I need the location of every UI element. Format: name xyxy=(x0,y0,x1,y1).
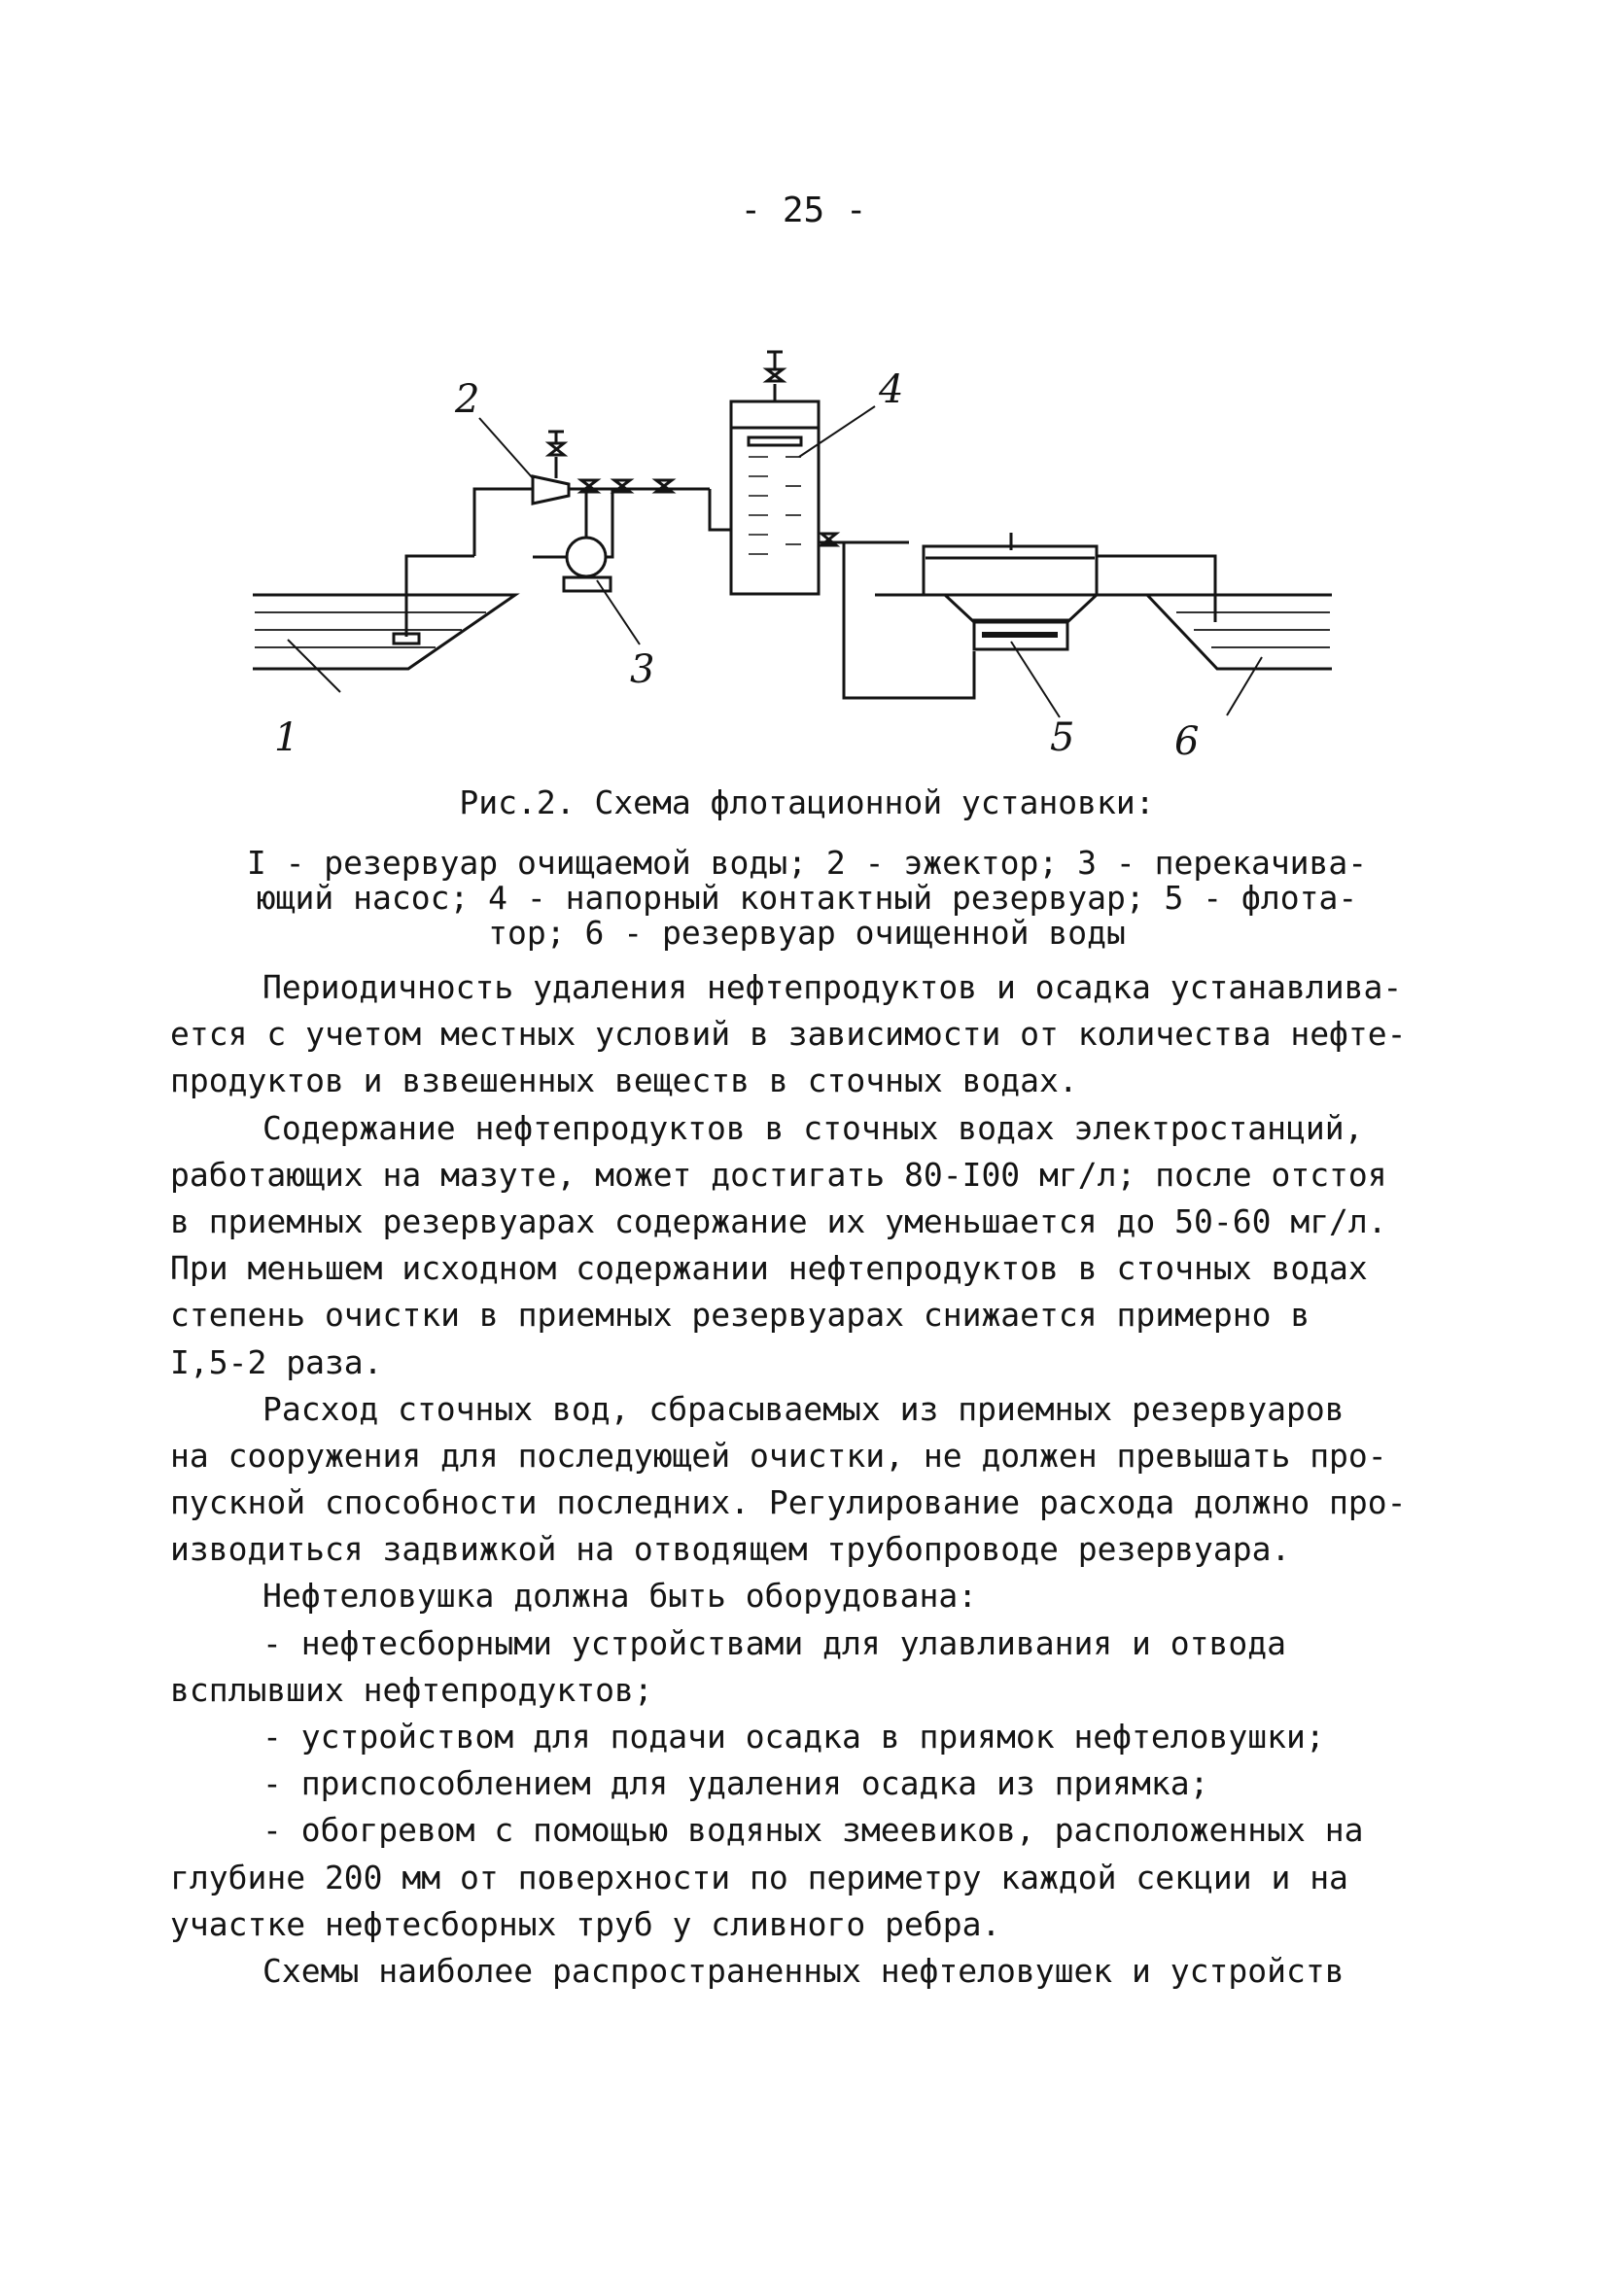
text-line: работающих на мазуте, может достигать 80-I00 мг/л; после отстоя xyxy=(170,1155,1387,1194)
label-6: 6 xyxy=(1174,719,1200,764)
label-2: 2 xyxy=(455,377,480,422)
text-line: - обогревом с помощью водяных змеевиков, расположенных на xyxy=(262,1811,1364,1850)
text-line: изводиться задвижкой на отводящем трубопроводе резервуара. xyxy=(170,1530,1291,1569)
flotation-scheme-figure xyxy=(233,330,1361,778)
label-5: 5 xyxy=(1050,715,1075,760)
caption-line: I - резервуар очищаемой воды; 2 - эжектор; 3 - перекачива- xyxy=(246,844,1368,882)
ejector-2 xyxy=(533,476,569,504)
suction-pipe xyxy=(474,489,533,556)
pump-3 xyxy=(567,538,606,576)
intake-strainer xyxy=(394,634,419,644)
text-line: - приспособлением для удаления осадка из приямка; xyxy=(262,1764,1209,1803)
text-line: - нефтесборными устройствами для улавливания и отвода xyxy=(262,1623,1286,1662)
caption-line: ющий насос; 4 - напорный контактный резервуар; 5 - флота- xyxy=(256,879,1358,917)
figure-caption-title: Рис.2. Схема флотационной установки: xyxy=(459,783,1155,821)
text-line: на сооружения для последующей очистки, не должен превышать про- xyxy=(170,1436,1387,1475)
reservoir-1 xyxy=(253,595,515,669)
text-line: ется с учетом местных условий в зависимости от количества нефте- xyxy=(170,1015,1407,1054)
reservoir-6 xyxy=(1147,595,1332,669)
figure-caption-legend xyxy=(136,846,1478,951)
text-line: всплывших нефтепродуктов; xyxy=(170,1670,653,1709)
text-line: Содержание нефтепродуктов в сточных водах электростанций, xyxy=(262,1108,1364,1147)
label-1: 1 xyxy=(274,715,299,760)
text-line: При меньшем исходном содержании нефтепродуктов в сточных водах xyxy=(170,1249,1368,1288)
text-line: Периодичность удаления нефтепродуктов и осадка устанавлива- xyxy=(262,968,1403,1006)
text-line: в приемных резервуарах содержание их уменьшается до 50-60 мг/л. xyxy=(170,1201,1387,1240)
text-line: глубине 200 мм от поверхности по периметру каждой секции и на xyxy=(170,1858,1348,1896)
text-line: участке нефтесборных труб у сливного ребра. xyxy=(170,1904,1001,1943)
label-4: 4 xyxy=(879,367,904,412)
text-line: степень очистки в приемных резервуарах снижается примерно в xyxy=(170,1296,1310,1335)
text-line: Расход сточных вод, сбрасываемых из приемных резервуаров xyxy=(262,1389,1345,1428)
text-line: - устройством для подачи осадка в приямок нефтеловушки; xyxy=(262,1718,1325,1756)
caption-line: тор; 6 - резервуар очищенной воды xyxy=(488,914,1126,952)
label-3: 3 xyxy=(630,647,655,692)
text-line: Нефтеловушка должна быть оборудована: xyxy=(262,1577,978,1616)
text-line: Схемы наиболее распространенных нефтеловушек и устройств xyxy=(262,1951,1345,1990)
pressure-tank-4 xyxy=(731,401,819,594)
page-number: - 25 - xyxy=(740,191,867,230)
flotation-scheme-diagram xyxy=(233,330,1361,778)
text-line: пускной способности последних. Регулирование расхода должно про- xyxy=(170,1483,1407,1522)
body-text xyxy=(170,964,1434,1995)
text-line: продуктов и взвешенных веществ в сточных водах. xyxy=(170,1061,1078,1100)
text-line: I,5-2 раза. xyxy=(170,1342,383,1381)
